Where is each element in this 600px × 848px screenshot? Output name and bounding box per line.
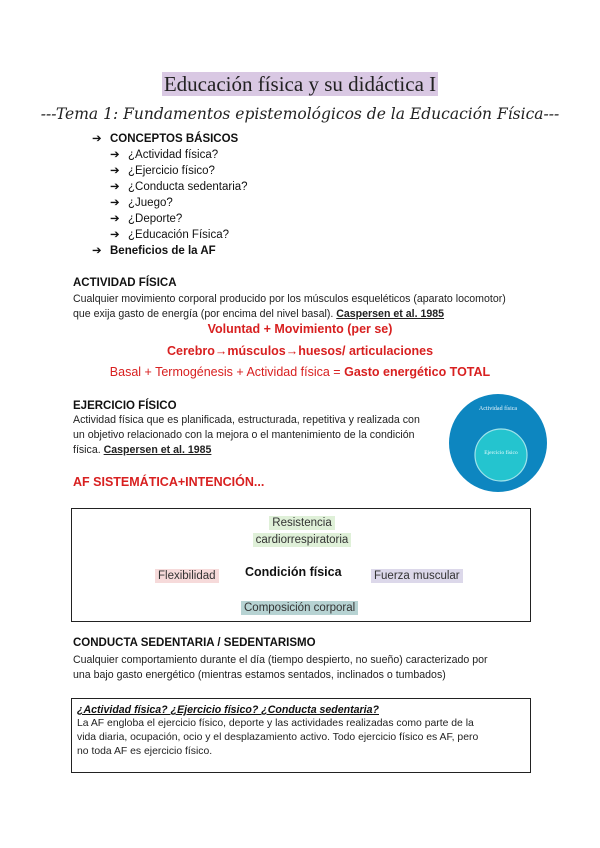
resistencia-label: Resistencia cardiorrespiratoria [252, 514, 352, 548]
list-item: ➔ CONCEPTOS BÁSICOS [92, 133, 239, 145]
topic-list [92, 131, 248, 259]
ejercicio-citation: Caspersen et al. 1985 [103, 444, 212, 456]
formula-cerebro: Cerebro→músculos→huesos/ articulaciones [166, 344, 434, 358]
list-item: ➔ Beneficios de la AF [92, 245, 216, 257]
summary-heading: ¿Actividad física? ¿Ejercicio físico? ¿Conducta sedentaria? [77, 704, 379, 716]
arrow-right-icon: ➔ [92, 133, 102, 145]
page-title-text: Educación física y su didáctica I [163, 72, 437, 96]
arrow-right-icon: ➔ [110, 165, 120, 177]
list-item: ➔ ¿Juego? [110, 197, 173, 209]
af-sistematica: AF SISTEMÁTICA+INTENCIÓN... [73, 475, 265, 489]
ejercicio-definition: Actividad física que es planificada, estructurada, repetitiva y realizada con un objetivo relacionado con la mejora o el mantenimiento de la condición física. Caspersen et al. 1985 [73, 414, 420, 456]
ejercicio-heading: EJERCICIO FÍSICO [73, 400, 177, 412]
arrow-right-icon: ➔ [110, 149, 120, 161]
fuerza-label: Fuerza muscular [371, 566, 463, 584]
page-title [0, 72, 600, 97]
arrow-right-icon: ➔ [110, 229, 120, 241]
list-item: ➔ ¿Deporte? [110, 213, 183, 225]
formula-gasto: Basal + Termogénesis + Actividad física = Gasto energético TOTAL [109, 365, 491, 379]
actividad-heading: ACTIVIDAD FÍSICA [73, 277, 177, 289]
list-item: ➔ ¿Conducta sedentaria? [110, 181, 248, 193]
arrow-right-icon: ➔ [110, 197, 120, 209]
list-item: ➔ ¿Ejercicio físico? [110, 165, 215, 177]
venn-diagram [448, 393, 548, 493]
list-item: ➔ ¿Actividad física? [110, 149, 219, 161]
page-subtitle: ---Tema 1: Fundamentos epistemológicos de la Educación Física--- [40, 105, 560, 123]
outer-label: Actividad física [478, 406, 518, 412]
actividad-citation: Caspersen et al. 1985 [336, 308, 445, 320]
arrow-right-icon: ➔ [110, 213, 120, 225]
arrow-right-icon: ➔ [110, 181, 120, 193]
list-item: ➔ ¿Educación Física? [110, 229, 229, 241]
sedentaria-definition: Cualquier comportamiento durante el día (tiempo despierto, no sueño) caracterizado por una bajo gasto energético (mientras estamos sentados, inclinados o tumbados) [73, 654, 488, 681]
sedentaria-heading: CONDUCTA SEDENTARIA / SEDENTARISMO [73, 637, 316, 649]
formula-voluntad: Voluntad + Movimiento (per se) [207, 322, 393, 336]
arrow-right-icon: ➔ [92, 245, 102, 257]
actividad-definition: Cualquier movimiento corporal producido por los músculos esqueléticos (aparato locomotor) que exija gasto de energía (por encima del nivel basal). Caspersen et al. 1985 [73, 293, 506, 320]
inner-label: Ejercicio físico [484, 450, 518, 456]
venn-svg [448, 393, 548, 493]
composicion-label: Composición corporal [241, 598, 358, 616]
condicion-fisica-label: Condición física [245, 565, 342, 579]
flexibilidad-label: Flexibilidad [155, 566, 219, 584]
summary-text: La AF engloba el ejercicio físico, deporte y las actividades realizadas como parte de la vida diaria, ocupación, ocio y el desplazamiento activo. Todo ejercicio físico es AF, pero no toda AF es ejercicio físico. [77, 718, 479, 757]
summary-box [71, 698, 531, 773]
